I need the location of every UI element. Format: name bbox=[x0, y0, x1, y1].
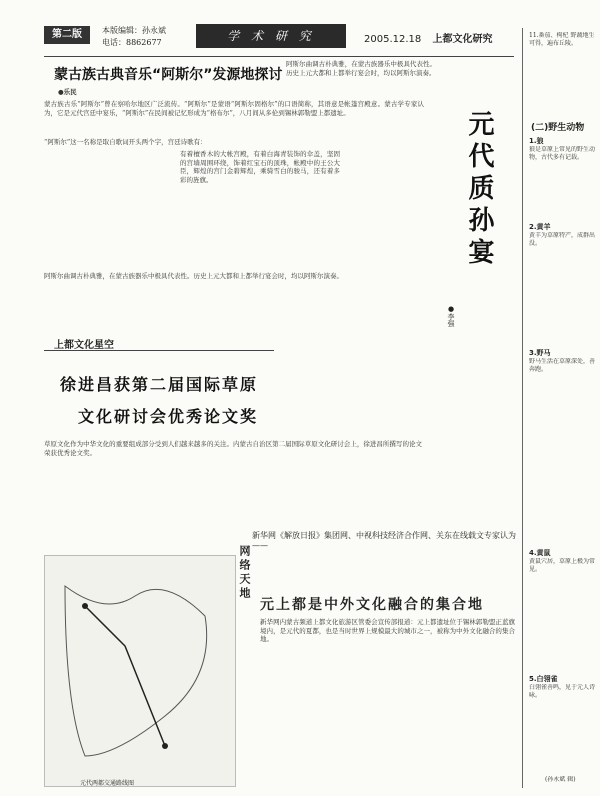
article3-body: 新华网内蒙古频道上都文化旅游区管委会宣传部报道：元上都遗址位于锡林郭勒盟正蓝旗境内，是元代的夏都，也是当时世界上规模最大的城市之一，被称为中外文化融合的集合地。 bbox=[260, 618, 515, 644]
article1-body3: 阿斯尔曲调古朴典雅，在蒙古族器乐中极具代表性。历史上元大都和上都举行宴会时，均以阿斯尔演奏。 bbox=[44, 272, 343, 280]
map-caption: 元代两都交通路线图 bbox=[80, 780, 135, 787]
map-boundary-path bbox=[65, 586, 207, 756]
vertical-byline: ●李强 bbox=[447, 305, 455, 327]
article3-kicker: 新华网《解放日报》集团网、中视科技经济合作网、关东在线载文专家认为—— bbox=[252, 531, 516, 550]
article1-body1: 蒙古族古乐“阿斯尔”曾在察哈尔地区广泛流传。“阿斯尔”是蒙语“阿斯尔固格尔”的口语简称，其语意是帐篷宫殿意。蒙古学专家认为，它是元代宫廷中宴乐，“阿斯尔”在民间被记忆形成为“格布尔”，八月间从多伦到锡林郭勒盟上都遗址。 bbox=[44, 100, 424, 117]
sidebar-item-4-text: 黄鼠穴居，草原上极为常见。 bbox=[529, 558, 595, 574]
map-city-marker bbox=[82, 603, 88, 609]
sidebar-item-5-title: 5.白翎雀 bbox=[529, 675, 558, 683]
network-column-label: 网络天地 bbox=[238, 545, 251, 601]
sidebar-item-5-text: 白翎雀善鸣，见于元人诗咏。 bbox=[529, 684, 595, 700]
sidebar-item-4-title: 4.黄鼠 bbox=[529, 549, 551, 557]
sidebar-item-1-title: 1.狼 bbox=[529, 137, 544, 145]
section-rule bbox=[44, 350, 274, 351]
article1-title: 蒙古族古典音乐“阿斯尔”发源地探讨 bbox=[54, 67, 283, 83]
section-header: 上都文化星空 bbox=[54, 340, 114, 351]
page-header bbox=[44, 22, 514, 60]
sidebar-item-3-title: 3.野马 bbox=[529, 349, 551, 357]
sidebar-heading: (二)野生动物 bbox=[531, 123, 585, 133]
sidebar-credit: (孙永斌 辑) bbox=[545, 776, 576, 783]
sidebar-intro: 11.番茄、枸杞 野蔬地生可得，遍布丘陵。 bbox=[529, 32, 595, 48]
edition-badge: 第二版 bbox=[44, 26, 90, 44]
paper-name: 上都文化研究 bbox=[432, 34, 493, 45]
sidebar-item-2-text: 黄羊为草原特产，成群出没。 bbox=[529, 232, 595, 248]
dateline bbox=[364, 30, 492, 45]
sidebar-item-2-title: 2.黄羊 bbox=[529, 223, 551, 231]
article2-title-line2: 文化研讨会优秀论文奖 bbox=[78, 407, 259, 426]
header-rule bbox=[44, 56, 514, 57]
article3-title: 元上都是中外文化融合的集合地 bbox=[260, 597, 484, 613]
column-banner: 学 术 研 究 bbox=[196, 24, 346, 48]
article2-title-line1: 徐进昌获第二届国际草原 bbox=[60, 375, 259, 394]
article1-author: ●乐民 bbox=[58, 88, 77, 96]
sidebar bbox=[522, 28, 597, 788]
map-city-marker bbox=[162, 743, 168, 749]
editor-phone: 电话：8862677 bbox=[102, 38, 162, 47]
editor-name: 本版编辑：孙永斌 bbox=[102, 26, 166, 35]
sidebar-item-3-text: 野马生活在草原深处，善奔跑。 bbox=[529, 358, 595, 374]
vertical-title: 元代质孙宴 bbox=[464, 110, 494, 270]
issue-date: 2005.12.18 bbox=[364, 34, 422, 45]
editor-info bbox=[102, 25, 166, 49]
feast-article-body: 阿斯尔曲调古朴典雅，在蒙古族器乐中极具代表性。历史上元大都和上都举行宴会时，均以阿斯尔演奏。 bbox=[286, 60, 436, 77]
map-svg bbox=[45, 556, 235, 786]
route-map-image bbox=[44, 555, 236, 787]
article2-body: 草原文化作为中华文化的重要组成部分受到人们越来越多的关注。内蒙古自治区第二届国际草原文化研讨会上，徐进昌所撰写的论文荣获优秀论文奖。 bbox=[44, 440, 422, 457]
article1-poem: 有着檀香木的大帐宫殿，有着白海青装饰的伞盖，坚固的宫墙周围环绕，饰着红宝石的顶珠，帐殿中的王公大臣，辉煌的宫门金碧辉煌，乘骑雪白的骏马，还有着多彩的旌旗。 bbox=[180, 150, 340, 184]
article1-body2: “阿斯尔”这一名称是取自歌词开头两个字，宫廷诗歌有： bbox=[44, 138, 207, 146]
sidebar-item-1-text: 狼是草原上常见的野生动物，古代多有记载。 bbox=[529, 146, 595, 162]
